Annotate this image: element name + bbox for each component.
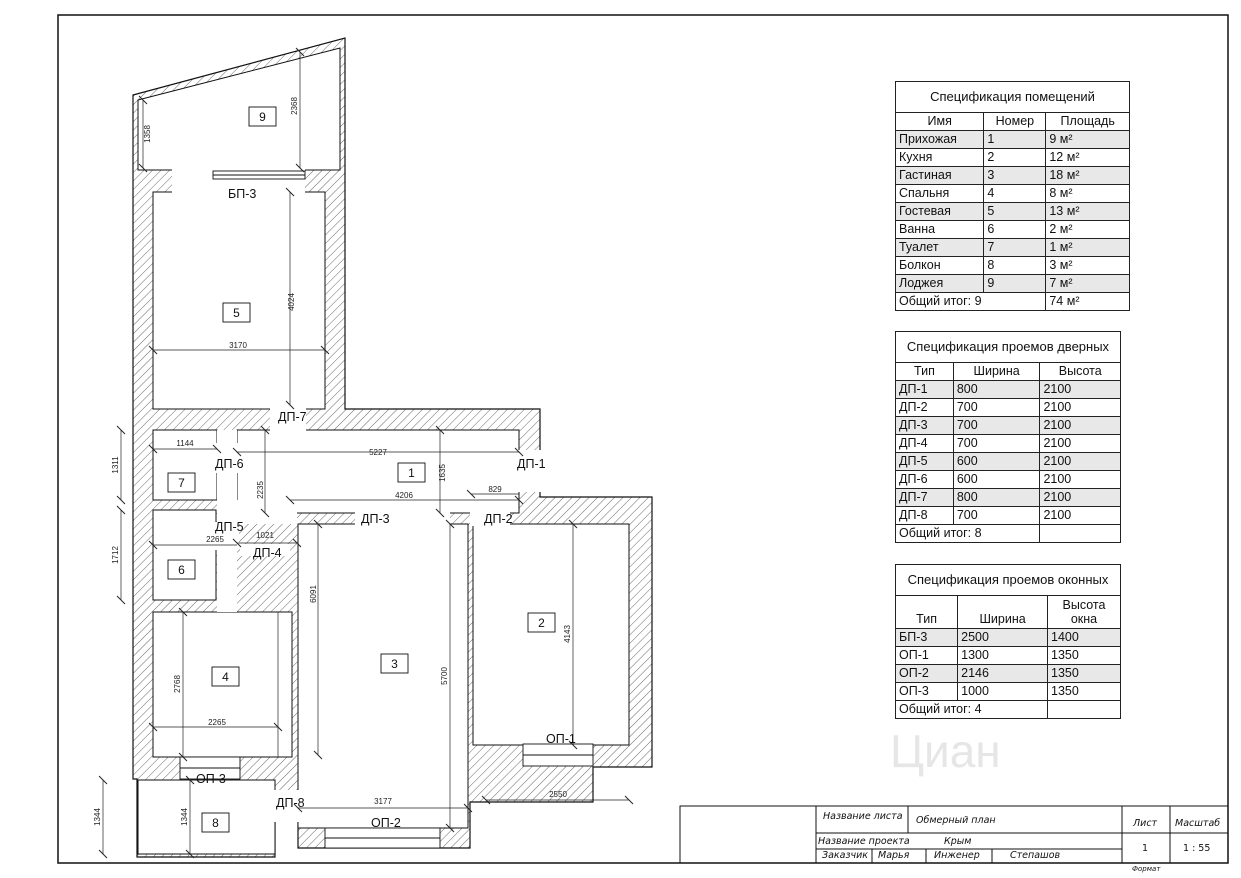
table-cell: 1300: [958, 647, 1048, 665]
table-cell: 1350: [1048, 683, 1121, 701]
room-tag-6: [168, 560, 195, 579]
table-row: [896, 167, 1130, 185]
table-cell: ДП-3: [896, 417, 954, 435]
windows-table-title: Спецификация проемов оконных: [896, 565, 1121, 596]
table-cell: 800: [953, 489, 1040, 507]
dim-5227: 5227: [369, 448, 387, 457]
table-cell: 18 м²: [1046, 167, 1130, 185]
scale-value: 1 : 55: [1183, 843, 1211, 854]
label-dp2: ДП-2: [484, 512, 513, 526]
table-cell: ДП-2: [896, 399, 954, 417]
label-dp7: ДП-7: [278, 410, 307, 424]
table-cell: Лоджея: [896, 275, 984, 293]
table-cell: ОП-1: [896, 647, 958, 665]
col-type: Тип: [896, 363, 954, 381]
table-row: [896, 221, 1130, 239]
table-cell: 2100: [1040, 417, 1121, 435]
table-cell: 1 м²: [1046, 239, 1130, 257]
table-cell: ОП-3: [896, 683, 958, 701]
table-cell: 700: [953, 435, 1040, 453]
dim-4024: 4024: [287, 293, 296, 311]
table-cell: ДП-7: [896, 489, 954, 507]
table-row: [896, 275, 1130, 293]
table-cell: 1350: [1048, 665, 1121, 683]
sheet-name-label: Название листа: [823, 811, 903, 822]
table-cell: Гастиная: [896, 167, 984, 185]
table-cell: 7 м²: [1046, 275, 1130, 293]
table-row: [896, 507, 1121, 525]
dim-1712: 1712: [111, 546, 120, 564]
table-cell: 2100: [1040, 435, 1121, 453]
table-row: [896, 647, 1121, 665]
col-type: Тип: [896, 596, 958, 629]
table-cell: ДП-1: [896, 381, 954, 399]
table-cell: ДП-8: [896, 507, 954, 525]
customer: Марья: [878, 850, 910, 861]
room-tag-9: [249, 107, 276, 126]
label-dp4: ДП-4: [253, 546, 282, 560]
room-tag-8: [202, 813, 229, 832]
table-row: [896, 629, 1121, 647]
windows-total-empty: [1048, 701, 1121, 719]
scale-label: Масштаб: [1175, 818, 1221, 829]
sheet-label: Лист: [1133, 818, 1158, 829]
table-row: [896, 131, 1130, 149]
svg-text:6: 6: [178, 563, 185, 577]
table-cell: Кухня: [896, 149, 984, 167]
table-cell: 2: [984, 149, 1046, 167]
col-width: Ширина: [958, 596, 1048, 629]
col-window-height: Высота окна: [1048, 596, 1121, 629]
windows-total-label: Общий итог: 4: [896, 701, 1048, 719]
room-tag-2: [528, 613, 555, 632]
doors-total-label: Общий итог: 8: [896, 525, 1040, 543]
doors-rows: [896, 381, 1121, 525]
table-cell: 2500: [958, 629, 1048, 647]
dim-1344-inner: 1344: [180, 808, 189, 826]
table-cell: ДП-6: [896, 471, 954, 489]
table-row: [896, 435, 1121, 453]
table-cell: 2100: [1040, 489, 1121, 507]
table-cell: ДП-4: [896, 435, 954, 453]
dim-3177: 3177: [374, 797, 392, 806]
room-tag-7: [168, 473, 195, 492]
label-op2: ОП-2: [371, 816, 401, 830]
engineer-label: Инженер: [934, 850, 980, 861]
dim-4206: 4206: [395, 491, 413, 500]
table-cell: 12 м²: [1046, 149, 1130, 167]
label-dp5: ДП-5: [215, 520, 244, 534]
col-height: Высота: [1040, 363, 1121, 381]
project-name: Крым: [944, 836, 972, 847]
table-cell: Гостевая: [896, 203, 984, 221]
dim-2550: 2550: [549, 790, 567, 799]
room-6-bath: [153, 510, 216, 600]
dim-6091: 6091: [309, 585, 318, 603]
table-row: [896, 417, 1121, 435]
table-row: [896, 149, 1130, 167]
table-cell: 4: [984, 185, 1046, 203]
table-cell: 600: [953, 471, 1040, 489]
table-cell: 1000: [958, 683, 1048, 701]
dim-1311: 1311: [111, 456, 120, 474]
col-width: Ширина: [953, 363, 1040, 381]
col-number: Номер: [984, 113, 1046, 131]
doors-total-empty: [1040, 525, 1121, 543]
svg-text:3: 3: [391, 657, 398, 671]
col-area: Площадь: [1046, 113, 1130, 131]
label-op1: ОП-1: [546, 732, 576, 746]
svg-text:8: 8: [212, 816, 219, 830]
svg-text:1: 1: [408, 466, 415, 480]
room-2-kitchen: [473, 524, 629, 745]
table-cell: 2100: [1040, 471, 1121, 489]
dim-2265-bath: 2265: [206, 535, 224, 544]
table-cell: 2100: [1040, 507, 1121, 525]
table-row: [896, 453, 1121, 471]
table-cell: 800: [953, 381, 1040, 399]
table-cell: 5: [984, 203, 1046, 221]
table-row: [896, 665, 1121, 683]
rooms-rows: [896, 131, 1130, 293]
table-row: [896, 381, 1121, 399]
label-op3: ОП-3: [196, 772, 226, 786]
table-cell: 2100: [1040, 399, 1121, 417]
sheet-name: Обмерный план: [916, 815, 996, 826]
dim-829: 829: [488, 485, 502, 494]
table-cell: Болкон: [896, 257, 984, 275]
table-cell: 9: [984, 275, 1046, 293]
svg-text:9: 9: [259, 110, 266, 124]
table-cell: 3 м²: [1046, 257, 1130, 275]
label-dp6: ДП-6: [215, 457, 244, 471]
window-op2: [325, 828, 440, 848]
customer-label: Заказчик: [822, 850, 869, 861]
window-op1: [523, 744, 593, 766]
windows-rows: [896, 629, 1121, 701]
svg-text:5: 5: [233, 306, 240, 320]
dim-1635: 1635: [438, 464, 447, 482]
rooms-table-title: Спецификация помещений: [896, 82, 1130, 113]
table-row: [896, 203, 1130, 221]
dim-2368: 2368: [290, 97, 299, 115]
dim-4143: 4143: [563, 625, 572, 643]
label-dp8: ДП-8: [276, 796, 305, 810]
table-row: [896, 489, 1121, 507]
table-cell: 700: [953, 417, 1040, 435]
dim-1144: 1144: [176, 439, 194, 448]
format-label: Формат: [1132, 865, 1161, 873]
table-cell: 2100: [1040, 453, 1121, 471]
dim-1021: 1021: [256, 531, 274, 540]
table-row: [896, 399, 1121, 417]
svg-text:7: 7: [178, 476, 185, 490]
table-row: [896, 239, 1130, 257]
table-cell: 6: [984, 221, 1046, 239]
table-cell: 9 м²: [1046, 131, 1130, 149]
table-cell: ДП-5: [896, 453, 954, 471]
table-cell: Туалет: [896, 239, 984, 257]
svg-text:2: 2: [538, 616, 545, 630]
table-row: [896, 257, 1130, 275]
dim-2235: 2235: [256, 481, 265, 499]
table-cell: 1350: [1048, 647, 1121, 665]
label-dp3: ДП-3: [361, 512, 390, 526]
window-bp3: [213, 171, 305, 179]
table-cell: ОП-2: [896, 665, 958, 683]
table-cell: Спальня: [896, 185, 984, 203]
watermark: Циан: [890, 725, 1001, 777]
label-dp1: ДП-1: [517, 457, 546, 471]
windows-spec-table: [895, 564, 1121, 719]
dim-2768: 2768: [173, 675, 182, 693]
col-name: Имя: [896, 113, 984, 131]
room-tag-4: [212, 667, 239, 686]
table-cell: 2146: [958, 665, 1048, 683]
room-5-guest: [153, 192, 325, 409]
table-cell: 600: [953, 453, 1040, 471]
engineer: Степашов: [1010, 850, 1061, 861]
table-cell: 1400: [1048, 629, 1121, 647]
doors-table-title: Спецификация проемов дверных: [896, 332, 1121, 363]
table-cell: 7: [984, 239, 1046, 257]
dim-2265-bedroom: 2265: [208, 718, 226, 727]
table-cell: 700: [953, 507, 1040, 525]
table-row: [896, 185, 1130, 203]
rooms-spec-table: [895, 81, 1130, 311]
room-tag-1: [398, 463, 425, 482]
table-cell: БП-3: [896, 629, 958, 647]
table-cell: 8: [984, 257, 1046, 275]
table-cell: 1: [984, 131, 1046, 149]
table-cell: Ванна: [896, 221, 984, 239]
project-name-label: Название проекта: [818, 836, 910, 847]
table-cell: 8 м²: [1046, 185, 1130, 203]
sheet-value: 1: [1142, 843, 1149, 854]
table-cell: 13 м²: [1046, 203, 1130, 221]
rooms-total-value: 74 м²: [1046, 293, 1130, 311]
table-cell: 3: [984, 167, 1046, 185]
rooms-total-label: Общий итог: 9: [896, 293, 1046, 311]
corridor-link: [237, 500, 297, 524]
table-cell: 2100: [1040, 381, 1121, 399]
table-cell: 2 м²: [1046, 221, 1130, 239]
room-tag-5: [223, 303, 250, 322]
room-tag-3: [381, 654, 408, 673]
doors-spec-table: [895, 331, 1121, 543]
table-row: [896, 683, 1121, 701]
svg-text:4: 4: [222, 670, 229, 684]
table-cell: 700: [953, 399, 1040, 417]
dim-5700: 5700: [440, 667, 449, 685]
label-bp3: БП-3: [228, 187, 257, 201]
dim-1358: 1358: [143, 125, 152, 143]
table-row: [896, 471, 1121, 489]
dim-3170: 3170: [229, 341, 247, 350]
table-cell: Прихожая: [896, 131, 984, 149]
dim-1344-outer: 1344: [93, 808, 102, 826]
